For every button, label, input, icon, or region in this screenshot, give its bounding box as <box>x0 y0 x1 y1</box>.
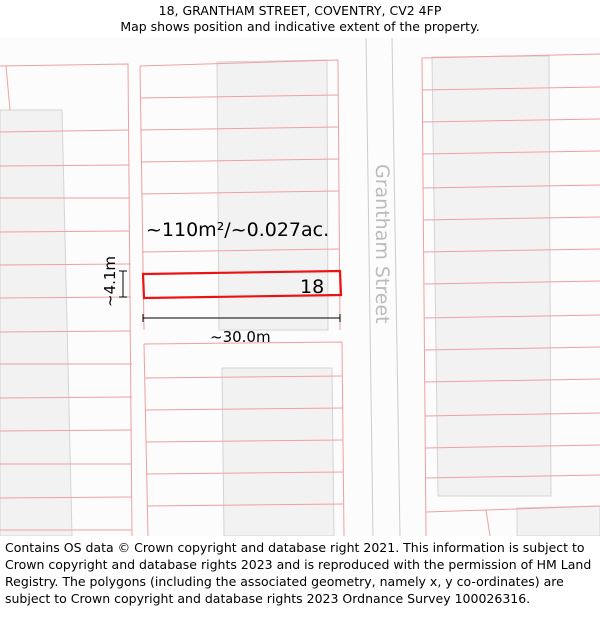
width-label: ~30.0m <box>210 328 271 346</box>
building <box>517 506 600 536</box>
street-name-label: Grantham Street <box>371 164 393 324</box>
page-title: 18, GRANTHAM STREET, COVENTRY, CV2 4FP <box>158 3 442 18</box>
parcel-edge <box>422 58 426 536</box>
road-edge-right <box>392 38 400 536</box>
parcel-edge <box>426 510 490 536</box>
building <box>0 110 72 536</box>
map-view[interactable] <box>0 38 600 536</box>
parcel-edge <box>144 344 148 536</box>
parcel-edge <box>6 66 10 110</box>
building <box>222 368 334 536</box>
height-label: ~4.1m <box>101 255 119 307</box>
area-label: ~110m²/~0.027ac. <box>146 219 330 241</box>
house-number-label: 18 <box>300 276 325 298</box>
height-dimension <box>119 271 127 297</box>
copyright-notice: Contains OS data © Crown copyright and database right 2021. This information is subject to Crown copyright and database rights 2023 and is reproduced with the permission of HM Land Registry. The polygons (including the associated geometry, namely x, y co-ordinates) are subject to Crown copyright and database rights 2023 Ordnance Survey 100026316. <box>5 540 592 606</box>
page-subtitle: Map shows position and indicative extent of the property. <box>120 19 480 34</box>
page-header <box>0 0 600 38</box>
